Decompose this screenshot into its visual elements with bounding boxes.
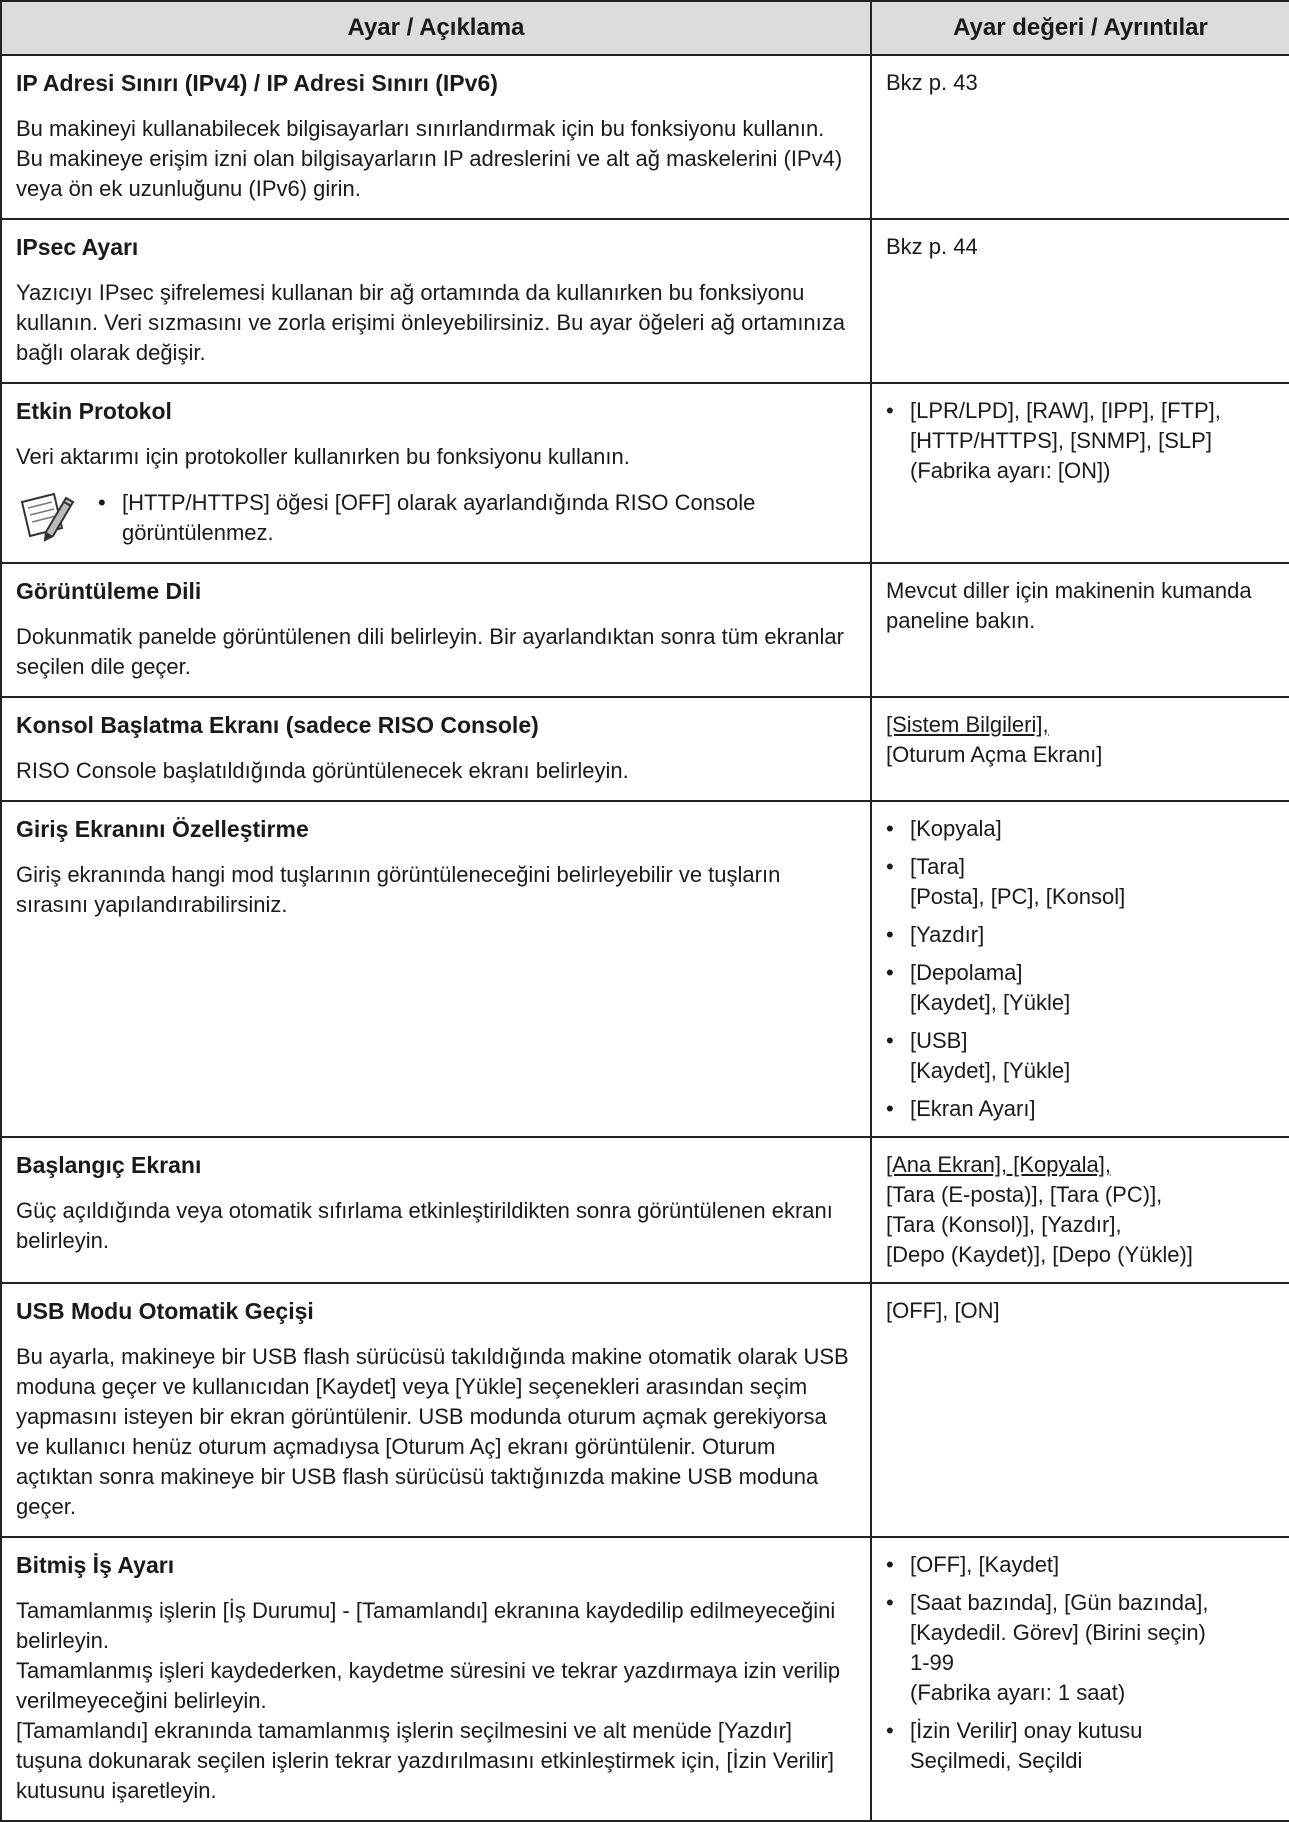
setting-description: Dokunmatik panelde görüntülenen dili belirleyin. Bir ayarlandıktan sonra tüm ekranlar seçilen dile geçer. [16,624,844,679]
setting-title: IPsec Ayarı [16,234,139,260]
bullet-icon: • [98,490,106,515]
note-pencil-icon [16,488,76,544]
setting-description-cell [1,1137,871,1283]
bullet-icon: • [886,1718,894,1743]
setting-value: Bkz p. 44 [886,234,978,259]
note-text: [HTTP/HTTPS] öğesi [OFF] olarak ayarlandığında RISO Console görüntülenmez. [122,490,756,545]
setting-description-cell [1,801,871,1137]
value-bullet-item [886,852,1277,912]
setting-description-cell [1,697,871,801]
setting-value-cell [871,1537,1289,1821]
bullet-icon: • [886,816,894,841]
value-bullet-item [886,1026,1277,1086]
setting-value: Bkz p. 43 [886,70,978,95]
value-bullet-item [886,958,1277,1018]
value-bullet-item [886,1550,1277,1580]
value-bullet-item [886,1588,1277,1708]
setting-description: [Tamamlandı] ekranında tamamlanmış işlerin seçilmesini ve alt menüde [Yazdır] tuşuna dokunarak seçilen işlerin tekrar yazdırılmasını etkinleştirmek için, [İzin Verilir] kutusunu işaretleyin. [16,1718,834,1803]
value-line: [USB] [910,1028,968,1053]
bullet-icon: • [886,960,894,985]
bullet-icon: • [886,1590,894,1615]
setting-description: Tamamlanmış işleri kaydederken, kaydetme süresini ve tekrar yazdırmaya izin verilip verilmeyeceğini belirleyin. [16,1658,841,1713]
setting-value-default [886,710,1277,740]
setting-description: Tamamlanmış işlerin [İş Durumu] - [Tamamlandı] ekranına kaydedilip edilmeyeceğini belirleyin. [16,1598,836,1653]
setting-description: Giriş ekranında hangi mod tuşlarının görüntüleneceğini belirleyebilir ve tuşların sırasını yapılandırabilirsiniz. [16,862,781,917]
setting-value: [OFF], [ON] [886,1298,1000,1323]
setting-description: Veri aktarımı için protokoller kullanırken bu fonksiyonu kullanın. [16,444,630,469]
value-bullet-item [886,814,1277,844]
setting-description-cell [1,1283,871,1537]
setting-value: [Oturum Açma Ekranı] [886,742,1103,767]
setting-description: Bu ayarla, makineye bir USB flash sürücüsü takıldığında makine otomatik olarak USB moduna geçer ve kullanıcıdan [Kaydet] veya [Yükle] seçenekleri arasından seçim yapmasını isteyen bir ekran görüntülenir. USB modunda oturum açmak gerekiyorsa ve kullanıcı henüz oturum açmadıysa [Oturum Aç] ekranı görüntülenir. Oturum açtıktan sonra makineye bir USB flash sürücüsü taktığınızda makine USB moduna geçer. [16,1344,849,1519]
setting-title: IP Adresi Sınırı (IPv4) / IP Adresi Sınırı (IPv6) [16,70,498,96]
setting-title: Giriş Ekranını Özelleştirme [16,816,309,842]
setting-title: Görüntüleme Dili [16,578,202,604]
bullet-icon: • [886,854,894,879]
header-setting-value: Ayar değeri / Ayrıntılar [871,1,1289,55]
setting-description: Yazıcıyı IPsec şifrelemesi kullanan bir ağ ortamında da kullanırken bu fonksiyonu kullanın. Veri sızmasını ve zorla erişimi önleyebilirsiniz. Bu ayar öğeleri ağ ortamınıza bağlı olarak değişir. [16,280,846,365]
value-bullet-item [886,396,1277,486]
setting-title: Başlangıç Ekranı [16,1152,202,1178]
setting-description: Güç açıldığında veya otomatik sıfırlama etkinleştirildikten sonra görüntülenen ekranı belirleyin. [16,1198,833,1253]
value-line: [Tara] [910,854,966,879]
value-line: [OFF], [Kaydet] [910,1552,1060,1577]
setting-value-cell [871,55,1289,219]
setting-value-line: [Depo (Kaydet)], [Depo (Yükle)] [886,1242,1193,1267]
value-line: [Posta], [PC], [Konsol] [910,884,1126,909]
setting-value-cell [871,801,1289,1137]
setting-description-cell [1,219,871,383]
table-row [1,1537,1289,1821]
value-line: (Fabrika ayarı: [ON]) [910,458,1111,483]
value-line: 1-99 [910,1650,955,1675]
table-row [1,219,1289,383]
table-row [1,383,1289,563]
header-setting-description: Ayar / Açıklama [1,1,871,55]
setting-title: Etkin Protokol [16,398,172,424]
setting-title: Bitmiş İş Ayarı [16,1552,175,1578]
value-line: [Kaydet], [Yükle] [910,1058,1071,1083]
bullet-icon: • [886,398,894,423]
value-bullet-item [886,920,1277,950]
table-row [1,563,1289,697]
table-row [1,1137,1289,1283]
setting-value-cell [871,1283,1289,1537]
setting-description-cell [1,1537,871,1821]
bullet-icon: • [886,1096,894,1121]
default-value: [Ana Ekran], [Kopyala], [886,1152,1112,1177]
setting-description: Bu makineyi kullanabilecek bilgisayarları sınırlandırmak için bu fonksiyonu kullanın. Bu makineye erişim izni olan bilgisayarların IP adreslerini ve alt ağ maskelerini (IPv4) veya ön ek uzunluğunu (IPv6) girin. [16,116,843,201]
table-row [1,697,1289,801]
setting-value-cell [871,383,1289,563]
setting-description-cell [1,383,871,563]
setting-value-cell [871,697,1289,801]
bullet-icon: • [886,1552,894,1577]
setting-value-cell [871,563,1289,697]
table-row [1,801,1289,1137]
table-row [1,55,1289,219]
table-header-row [1,1,1289,55]
value-line: [Kaydet], [Yükle] [910,990,1071,1015]
bullet-icon: • [886,922,894,947]
value-line: [Ekran Ayarı] [910,1096,1036,1121]
setting-value-cell [871,219,1289,383]
value-line: (Fabrika ayarı: 1 saat) [910,1680,1126,1705]
bullet-icon: • [886,1028,894,1053]
setting-description-cell [1,55,871,219]
setting-value-cell [871,1137,1289,1283]
value-bullet-item [886,1716,1277,1776]
value-line: [Yazdır] [910,922,985,947]
setting-value-line: [Tara (E-posta)], [Tara (PC)], [886,1182,1163,1207]
default-value: [Sistem Bilgileri], [886,712,1049,737]
note-block [16,488,856,548]
value-line: [Saat bazında], [Gün bazında], [Kaydedil. Görev] (Birini seçin) [910,1590,1209,1645]
setting-title: USB Modu Otomatik Geçişi [16,1298,314,1324]
setting-value-line: [Tara (Konsol)], [Yazdır], [886,1212,1122,1237]
value-bullet-item [886,1094,1277,1124]
value-line: [Kopyala] [910,816,1002,841]
setting-description: RISO Console başlatıldığında görüntülenecek ekranı belirleyin. [16,758,629,783]
table-row [1,1283,1289,1537]
setting-description-cell [1,563,871,697]
setting-value-line [886,1150,1277,1180]
value-line: [İzin Verilir] onay kutusu [910,1718,1143,1743]
value-line: Seçilmedi, Seçildi [910,1748,1083,1773]
setting-title: Konsol Başlatma Ekranı (sadece RISO Console) [16,712,539,738]
setting-value: Mevcut diller için makinenin kumanda paneline bakın. [886,578,1252,633]
value-line: [Depolama] [910,960,1023,985]
value-line: [LPR/LPD], [RAW], [IPP], [FTP], [HTTP/HTTPS], [SNMP], [SLP] [910,398,1221,453]
